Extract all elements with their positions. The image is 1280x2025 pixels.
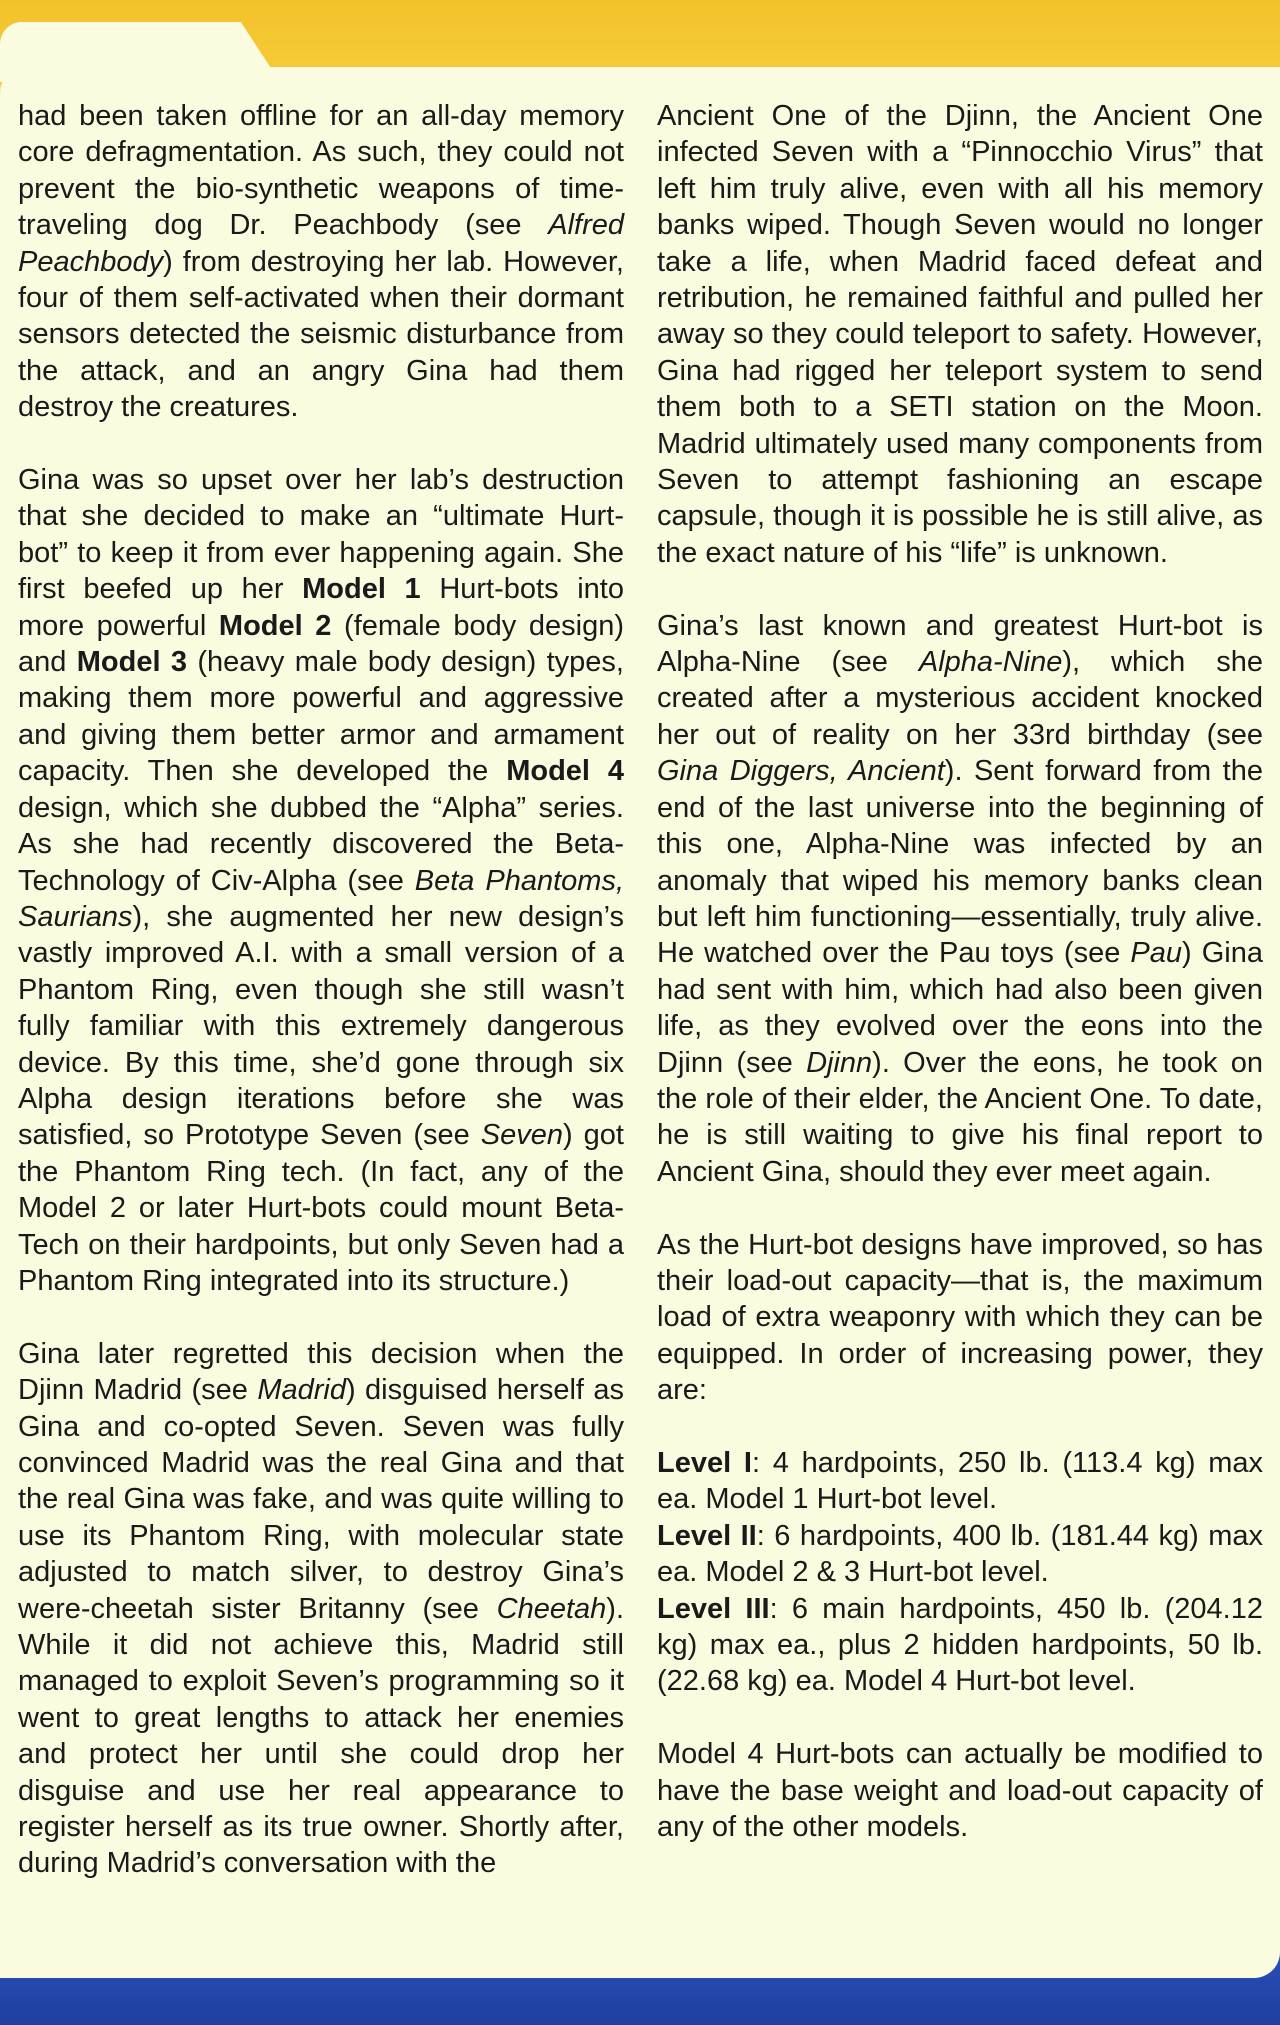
text: ), which she created after a mysterious accident knocked her out of reality on her 33rd birthday (see: [657, 646, 1263, 751]
right-paragraph-4: [657, 1736, 1263, 1845]
cross-reference: Alpha-Nine: [918, 646, 1063, 679]
left-column: [18, 98, 624, 1882]
text: Gina was so upset over her lab’s destruction that she decided to make an “ultimate Hurt-bot” to keep it from ever happening again. She first beefed up her: [18, 464, 624, 606]
level-label: Level III: [657, 1592, 770, 1625]
text: had been taken offline for an all-day memory core defragmentation. As such, they could not prevent the bio-synthetic weapons of time-traveling dog Dr. Peachbody (see: [18, 100, 624, 242]
cross-reference: Alfred Peachbody: [18, 209, 624, 278]
model-term: Model 3: [76, 646, 187, 679]
cross-reference: Seven: [480, 1119, 564, 1152]
left-paragraph-1: [18, 98, 624, 426]
text: (heavy male body design) types, making them more powerful and aggressive and giving them better armor and armament capacity. Then she developed the: [18, 646, 624, 788]
model-term: Model 4: [506, 755, 624, 788]
level-text: : 6 hardpoints, 400 lb. (181.44 kg) max ea. Model 2 & 3 Hurt-bot level.: [657, 1519, 1264, 1589]
cross-reference: Pau: [1130, 937, 1183, 970]
level-text: : 4 hardpoints, 250 lb. (113.4 kg) max ea. Model 1 Hurt-bot level.: [657, 1446, 1263, 1516]
model-term: Model 1: [302, 573, 421, 606]
right-paragraph-1: [657, 98, 1263, 571]
text: Ancient One of the Djinn, the Ancient One infected Seven with a “Pinnocchio Virus” that left him truly alive, even with all his memory banks wiped. Though Seven would no longer take a life, when Madrid faced defeat and retribution, he remained faithful and pulled her away so they could teleport to safety. However, Gina had rigged her teleport system to send them both to a SETI station on the Moon. Madrid ultimately used many components from Seven to attempt fashioning an escape capsule, though it is possible he is still alive, as the exact nature of his “life” is unknown.: [657, 100, 1263, 569]
cross-reference: Beta Phantoms, Saurians: [18, 864, 625, 933]
text: ) Gina had sent with him, which had also been given life, as they evolved over the eons into the Djinn (see: [657, 937, 1263, 1079]
level-text: : 6 main hardpoints, 450 lb. (204.12 kg) max ea., plus 2 hidden hardpoints, 50 lb. (22.68 kg) ea. Model 4 Hurt-bot level.: [657, 1592, 1263, 1698]
text: (female body design) and: [18, 609, 624, 679]
level-entry-2: [657, 1518, 1263, 1591]
text: Model 4 Hurt-bots can actually be modified to have the base weight and load-out capacity of any of the other models.: [657, 1738, 1263, 1844]
right-column: [657, 98, 1263, 1845]
right-paragraph-3: [657, 1227, 1263, 1409]
cross-reference: Cheetah: [496, 1592, 607, 1625]
level-entry-1: [657, 1445, 1263, 1518]
left-paragraph-3: [18, 1336, 624, 1882]
text: ) got the Phantom Ring tech. (In fact, any of the Model 2 or later Hurt-bots could mount Beta-Tech on their hardpoints, but only Seven had a Phantom Ring integrated into its structure.): [18, 1119, 624, 1297]
text: Gina’s last known and greatest Hurt-bot is Alpha-Nine (see: [657, 609, 1263, 679]
right-paragraph-2: [657, 608, 1263, 1191]
text: ). Over the eons, he took on the role of their elder, the Ancient One. To date, he is still waiting to give his final report to Ancient Gina, should they ever meet again.: [657, 1046, 1264, 1188]
level-label: Level II: [657, 1519, 757, 1552]
text: As the Hurt-bot designs have improved, so has their load-out capacity—that is, the maximum load of extra weaponry with which they can be equipped. In order of increasing power, they are:: [657, 1228, 1263, 1407]
model-term: Model 2: [218, 609, 332, 642]
left-paragraph-2: [18, 462, 624, 1299]
level-label: Level I: [657, 1446, 752, 1479]
cross-reference: Gina Diggers, Ancient: [657, 755, 945, 788]
cross-reference: Djinn: [806, 1046, 873, 1079]
text: design, which she dubbed the “Alpha” series. As she had recently discovered the Beta-Technology of Civ-Alpha (see: [18, 791, 624, 897]
text: Hurt-bots into more powerful: [18, 573, 624, 642]
text: ) from destroying her lab. However, four of them self-activated when their dormant sensors detected the seismic disturbance from the attack, and an angry Gina had them destroy the creatures.: [18, 245, 624, 424]
text: ), she augmented her new design’s vastly improved A.I. with a small version of a Phantom Ring, even though she still wasn’t fully familiar with this extremely dangerous device. By this time, she’d gone through six Alpha design iterations before she was satisfied, so Prototype Seven (see: [18, 900, 624, 1152]
cross-reference: Madrid: [257, 1374, 346, 1407]
text: ) disguised herself as Gina and co-opted Seven. Seven was fully convinced Madrid was the real Gina and that the real Gina was fake, and was quite willing to use its Phantom Ring, with molecular state adjusted to match silver, to destroy Gina’s were-cheetah sister Britanny (see: [18, 1374, 624, 1625]
text: ). Sent forward from the end of the last universe into the beginning of this one, Alpha-Nine was infected by an anomaly that wiped his memory banks clean but left him functioning—essentially, truly alive. He watched over the Pau toys (see: [657, 755, 1263, 970]
level-entry-3: [657, 1591, 1263, 1700]
text: ). While it did not achieve this, Madrid still managed to exploit Seven’s programming so it went to great lengths to attack her enemies and protect her until she could drop her disguise and use her real appearance to register herself as its true owner. Shortly after, during Madrid’s conversation with the: [18, 1592, 624, 1880]
text: Gina later regretted this decision when the Djinn Madrid (see: [18, 1337, 624, 1407]
